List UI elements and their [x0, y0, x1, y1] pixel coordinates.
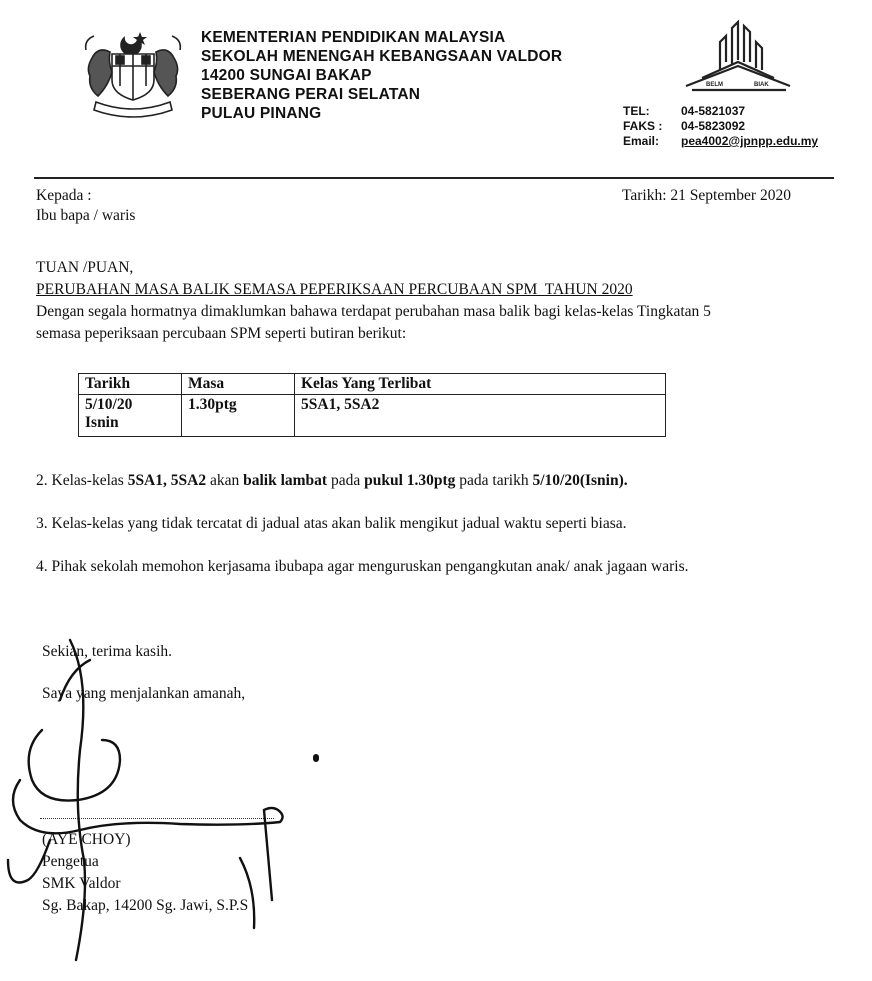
point-2-text-g: pada tarikh — [455, 472, 533, 489]
point-2-text-a: 2. Kelas-kelas — [36, 472, 128, 489]
ink-dot — [313, 754, 319, 762]
signatory-title: Pengetua — [42, 853, 99, 870]
signatory-address: Sg. Bakap, 14200 Sg. Jawi, S.P.S — [42, 897, 249, 914]
fax-row — [623, 119, 818, 134]
intro-line-2: semasa peperiksaan percubaan SPM seperti butiran berikut: — [36, 325, 407, 342]
email-row — [623, 134, 818, 149]
tel-value: 04-5821037 — [681, 104, 746, 118]
tel-label: TEL: — [623, 104, 650, 118]
cell-date — [79, 395, 182, 437]
letterhead-district: SEBERANG PERAI SELATAN — [201, 86, 421, 103]
fax-value: 04-5823092 — [681, 119, 746, 133]
schedule-table — [78, 373, 666, 437]
table-row — [79, 395, 666, 437]
point-2-text-c: akan — [206, 472, 244, 489]
point-2-classes: 5SA1, 5SA2 — [127, 472, 207, 489]
point-4: 4. Pihak sekolah memohon kerjasama ibubapa agar menguruskan pengangkutan anak/ anak jagaan waris. — [36, 558, 689, 575]
logo-motto-left: BELM — [706, 82, 723, 88]
logo-motto-right: BIAK — [754, 82, 769, 88]
email-label: Email: — [623, 134, 660, 148]
coat-of-arms-logo — [78, 28, 188, 120]
cell-day-value: Isnin — [85, 414, 119, 431]
letterhead-state: PULAU PINANG — [201, 105, 322, 122]
header-divider — [34, 177, 834, 179]
tel-row — [623, 104, 818, 119]
col-header-time: Masa — [182, 374, 295, 395]
fax-label: FAKS : — [623, 119, 663, 133]
point-2-late: balik lambat — [243, 472, 328, 489]
cell-date-value: 5/10/20 — [85, 396, 133, 413]
closing-thanks: Sekian, terima kasih. — [42, 643, 172, 660]
letterhead-school: SEKOLAH MENENGAH KEBANGSAAN VALDOR — [201, 48, 563, 65]
signatory-name: (AYE CHOY) — [42, 831, 131, 848]
closing-trust: Saya yang menjalankan amanah, — [42, 685, 246, 702]
point-2 — [36, 471, 628, 491]
recipient-value: Ibu bapa / waris — [36, 207, 136, 224]
schedule-table-wrap — [78, 373, 666, 437]
point-2-text-e: pada — [327, 472, 365, 489]
col-header-classes: Kelas Yang Terlibat — [295, 374, 666, 395]
intro-line-1: Dengan segala hormatnya dimaklumkan bahawa terdapat perubahan masa balik bagi kelas-kelas Tingkatan 5 — [36, 303, 711, 320]
cell-time: 1.30ptg — [182, 395, 295, 437]
signatory-school: SMK Valdor — [42, 875, 121, 892]
salutation: TUAN /PUAN, — [36, 259, 134, 276]
letterhead-block — [201, 28, 562, 123]
school-logo — [680, 20, 798, 98]
letter-date: Tarikh: 21 September 2020 — [622, 187, 791, 204]
col-header-date: Tarikh — [79, 374, 182, 395]
letter-subject: PERUBAHAN MASA BALIK SEMASA PEPERIKSAAN PERCUBAAN SPM TAHUN 2020 — [36, 281, 633, 298]
email-link[interactable]: pea4002@jpnpp.edu.my — [681, 134, 819, 148]
point-3: 3. Kelas-kelas yang tidak tercatat di jadual atas akan balik mengikut jadual waktu seperti biasa. — [36, 515, 627, 532]
point-2-date: 5/10/20(Isnin). — [532, 472, 628, 489]
contact-block — [623, 104, 818, 149]
letterhead-postcode: 14200 SUNGAI BAKAP — [201, 67, 372, 84]
recipient-label: Kepada : — [36, 187, 92, 204]
table-header-row — [79, 374, 666, 395]
handwritten-signature — [0, 630, 300, 970]
point-2-time: pukul 1.30ptg — [364, 472, 456, 489]
letterhead-ministry: KEMENTERIAN PENDIDIKAN MALAYSIA — [201, 29, 506, 46]
cell-classes: 5SA1, 5SA2 — [295, 395, 666, 437]
